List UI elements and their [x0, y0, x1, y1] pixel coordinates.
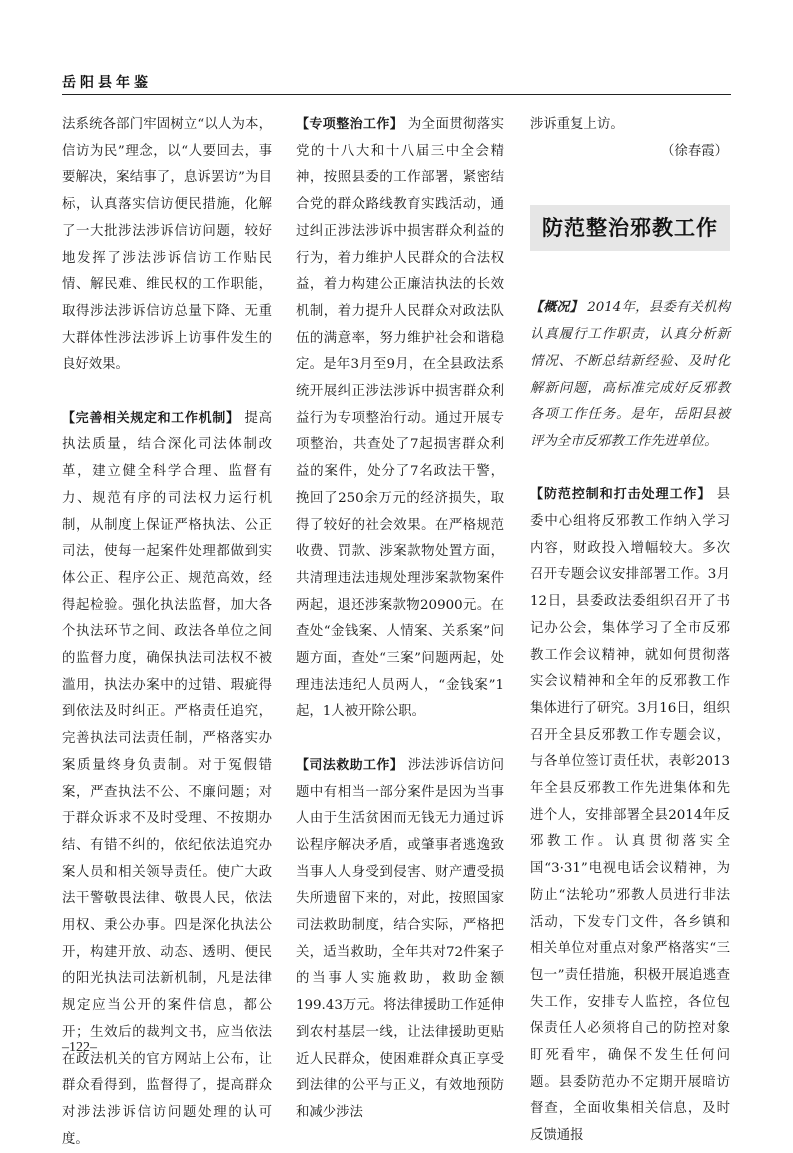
column-3	[530, 112, 730, 1150]
page-number: –122–	[62, 1040, 97, 1055]
paragraph-text: 提高执法质量，结合深化司法体制改革，建立健全科学合理、监督有力、规范有序的司法权力运行机制，从制度上保证严格执法、公正司法，使每一起案件处理都做到实体公正、程序公正、规范高效，经得起检验。强化执法监督，加大各个执法环节之间、政法各单位之间的监督力度，确保执法司法权不被滥用，执法办案中的过错、瑕疵得到依法及时纠正。严格责任追究，完善执法司法责任制，严格落实办案质量终身负责制。对于冤假错案，严查执法不公、不廉问题；对于群众诉求不及时受理、不按期办结、有错不纠的，依纪依法追究办案人员和相关领导责任。使广大政法干警敬畏法律、敬畏人民，依法用权、秉公办事。四是深化执法公开，构建开放、动态、透明、便民的阳光执法司法新机制，凡是法律规定应当公开的案件信息，都公开；生效后的裁判文书，应当依法在政法机关的官方网站上公布，让群众看得到，监督得了，提高群众对涉法涉诉信访问题处理的认可度。	[62, 410, 272, 1147]
paragraph	[530, 482, 730, 1150]
paragraph: 涉诉重复上访。	[530, 117, 624, 132]
section-heading: 【司法救助工作】	[296, 757, 404, 773]
paragraph-text: 2014年，县委有关机构认真履行工作职责，认真分析新情况、不断总结新经验、及时化解新问题，高标准完成好反邪教各项工作任务。是年，岳阳县被评为全市反邪教工作先进单位。	[530, 300, 730, 449]
paragraph-gap	[296, 726, 504, 753]
section-heading: 【防范控制和打击处理工作】	[530, 487, 712, 503]
author-credit: （徐春霞）	[661, 143, 728, 159]
paragraph	[296, 112, 504, 726]
section-heading: 【完善相关规定和工作机制】	[62, 410, 240, 426]
paragraph	[296, 753, 504, 1127]
paragraph: 法系统各部门牢固树立“以人为本，信访为民”理念，以“人要回去，事要解决，案结事了，息诉罢访”为目标，认真落实信访便民措施，化解了一大批涉法涉诉信访问题，较好地发挥了涉法涉诉信访工作贴民情、解民难、维民权的工作职能，取得涉法涉诉信访总量下降、无重大群体性涉法涉诉上访事件发生的良好效果。	[62, 117, 272, 373]
paragraph-text: 县委中心组将反邪教工作纳入学习内容，财政投入增幅较大。多次召开专题会议安排部署工作。3月12日，县委政法委组织召开了书记办公会，集体学习了全市反邪教工作会议精神，就如何贯彻落实会议精神和全年的反邪教工作集体进行了研究。3月16日，组织召开全县反邪教工作专题会议，与各单位签订责任状，表彰2013年全县反邪教工作先进集体和先进个人，安排部署全县2014年反邪教工作。认真贯彻落实全国“3·31”电视电话会议精神，为防止“法轮功”邪教人员进行非法活动，下发专门文件，各乡镇和相关单位对重点对象严格落实“三包一”责任措施，积极开展追逃查失工作，安排专人监控，各位包保责任人必须将自己的防控对象盯死看牢，确保不发生任何问题。县委防范办不定期开展暗访督查，全面收集相关信息，及时反馈通报	[530, 487, 730, 1144]
paragraph-text: 为全面贯彻落实党的十八大和十八届三中全会精神，按照县委的工作部署，紧密结合党的群众路线教育实践活动，通过纠正涉法涉诉中损害群众利益的行为，着力维护人民群众的合法权益，着力构建公正廉洁执法的长效机制，着力提升人民群众对政法队伍的满意率，努力维护社会和谐稳定。是年3月至9月，在全县政法系统开展纠正涉法涉诉中损害群众利益行为专项整治行动。通过开展专项整治，共查处了7起损害群众利益的案件，处分了7名政法干警，挽回了250余万元的经济损失，取得了较好的社会效果。在严格规范收费、罚款、涉案款物处置方面，共清理违法违规处理涉案款物案件两起，退还涉案款物20900元。在查处“金钱案、人情案、关系案”问题方面，查处“三案”问题两起，处理违法违纪人员两人，“金钱案”1起，1人被开除公职。	[296, 117, 504, 720]
paragraph-gap	[530, 456, 730, 483]
paragraph-gap	[62, 379, 272, 406]
section-heading: 【概况】	[530, 300, 583, 316]
paragraph-text: 涉法涉诉信访问题中有相当一部分案件是因为当事人由于生活贫困而无钱无力通过诉讼程序解决矛盾，或肇事者逃逸致当事人人身受到侵害、财产遭受损失所遗留下来的，对此，按照国家司法救助制度，结合实际，严格把关，适当救助，全年共对72件案子的当事人实施救助，救助金额199.43万元。将法律援助工作延伸到农村基层一线，让法律援助更贴近人民群众，使困难群众真正享受到法律的公平与正义，有效地预防和减少涉法	[296, 757, 504, 1120]
running-header: 岳阳县年鉴	[62, 75, 152, 91]
header-rule	[62, 94, 731, 95]
section-title: 防范整治邪教工作	[530, 205, 730, 251]
section-heading: 【专项整治工作】	[296, 117, 404, 132]
column-1	[62, 112, 272, 1153]
column-2	[296, 112, 504, 1127]
paragraph	[530, 295, 730, 455]
